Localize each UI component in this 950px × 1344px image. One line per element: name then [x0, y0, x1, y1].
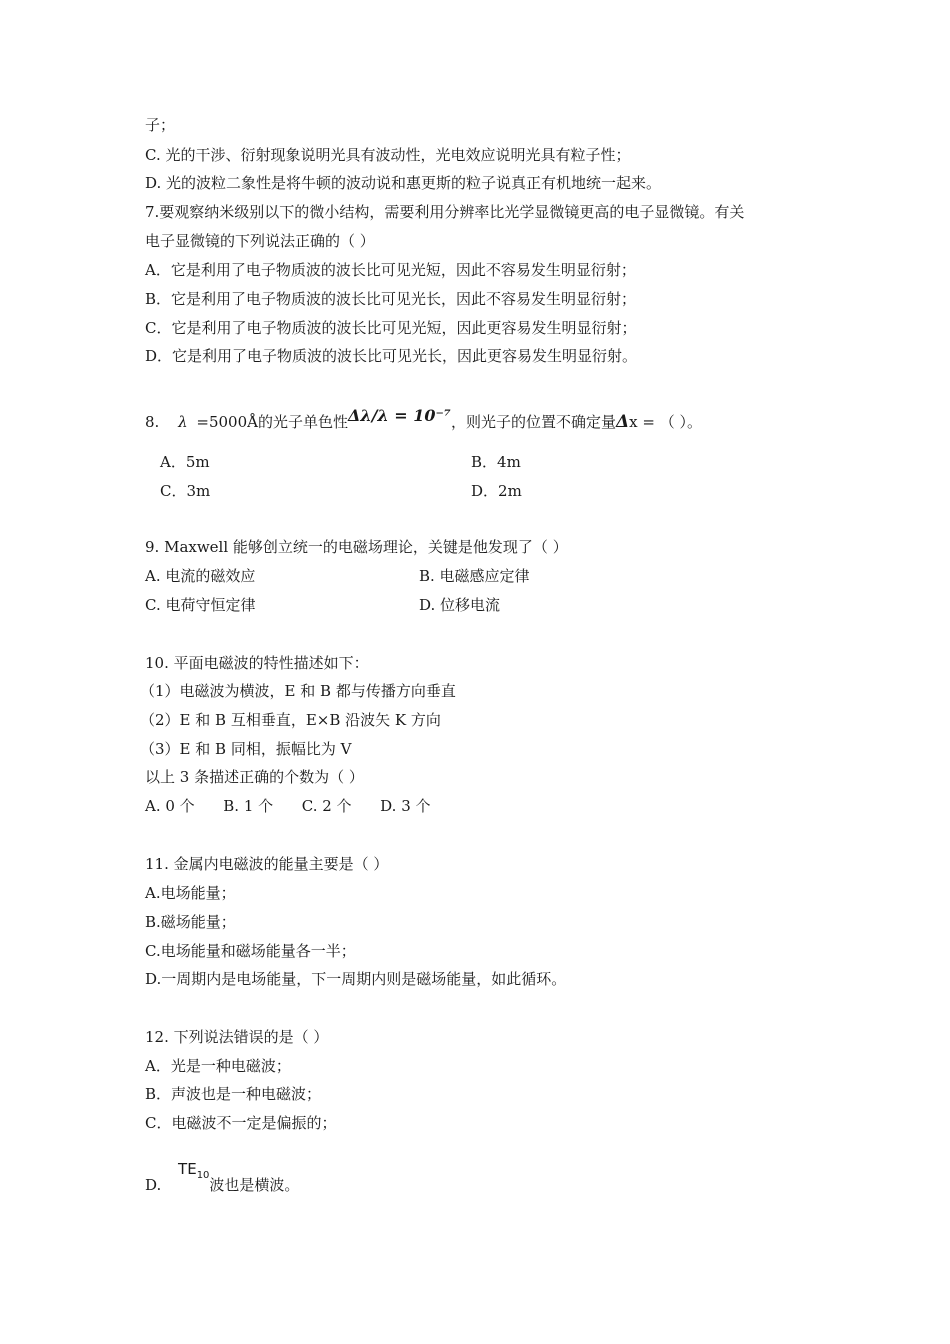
q11-stem: 11. 金属内电磁波的能量主要是（ ）	[145, 855, 389, 873]
q8-option-c: C．3m	[160, 482, 211, 500]
q12-stem: 12. 下列说法错误的是（ ）	[145, 1028, 329, 1046]
q10-stem: 10. 平面电磁波的特性描述如下：	[145, 654, 369, 672]
q8-option-d: D．2m	[471, 482, 522, 500]
q10-statement-2: （2）E 和 B 互相垂直，E×B 沿波矢 K 方向	[140, 711, 441, 729]
monochromaticity-formula: Δλ/λ = 10⁻⁷	[347, 406, 451, 425]
q10-statement-3: （3）E 和 B 同相，振幅比为 V	[140, 740, 352, 758]
q8-option-b: B．4m	[471, 453, 521, 471]
delta-symbol: Δ	[615, 412, 630, 432]
q10-choices: A. 0 个 B. 1 个 C. 2 个 D. 3 个	[145, 797, 431, 815]
q8-text-tail: ，则光子的位置不确定量	[450, 413, 616, 431]
q11-option-a: A.电场能量；	[145, 884, 236, 902]
q8-text-end: x = （ ）。	[629, 413, 703, 431]
q7-stem-line1: 7.要观察纳米级别以下的微小结构，需要利用分辨率比光学显微镜更高的电子显微镜。有关	[145, 203, 745, 221]
q8-stem	[145, 406, 703, 432]
q12-option-c: C．电磁波不一定是偏振的；	[145, 1114, 337, 1132]
option-d: D. 光的波粒二象性是将牛顿的波动说和惠更斯的粒子说真正有机地统一起来。	[145, 174, 662, 192]
q7-option-c: C．它是利用了电子物质波的波长比可见光短，因此更容易发生明显衍射；	[145, 319, 637, 337]
q12-option-d	[145, 1160, 300, 1202]
q9-option-c: C. 电荷守恒定律	[145, 596, 256, 614]
q7-stem-line2: 电子显微镜的下列说法正确的（ ）	[145, 232, 375, 250]
q10-question: 以上 3 条描述正确的个数为（ ）	[145, 768, 364, 786]
q9-stem: 9. Maxwell 能够创立统一的电磁场理论，关键是他发现了（ ）	[145, 538, 568, 556]
q7-option-d: D．它是利用了电子物质波的波长比可见光长，因此更容易发生明显衍射。	[145, 347, 638, 365]
q11-option-d: D.一周期内是电场能量，下一周期内则是磁场能量，如此循环。	[145, 970, 567, 988]
q9-option-d: D. 位移电流	[419, 596, 501, 614]
q7-option-a: A．它是利用了电子物质波的波长比可见光短，因此不容易发生明显衍射；	[145, 261, 636, 279]
q12-option-b: B．声波也是一种电磁波；	[145, 1085, 322, 1103]
text-line: 子；	[145, 116, 176, 134]
q11-option-b: B.磁场能量；	[145, 913, 236, 931]
option-c: C. 光的干涉、衍射现象说明光具有波动性，光电效应说明光具有粒子性；	[145, 146, 631, 164]
q8-number: 8.	[145, 413, 160, 431]
te-subscript: 10	[196, 1170, 210, 1181]
lambda-symbol: λ	[178, 413, 188, 431]
q12-d-text: 波也是横波。	[209, 1176, 300, 1194]
q10-statement-1: （1）电磁波为横波，E 和 B 都与传播方向垂直	[140, 682, 456, 700]
wavelength-value: =5000Å	[196, 413, 258, 431]
q9-option-a: A. 电流的磁效应	[145, 567, 256, 585]
q12-option-a: A．光是一种电磁波；	[145, 1057, 291, 1075]
te-label: TE	[178, 1160, 197, 1178]
q9-option-b: B. 电磁感应定律	[419, 567, 530, 585]
te10-mode	[178, 1160, 210, 1181]
q8-option-a: A．5m	[160, 453, 210, 471]
q11-option-c: C.电场能量和磁场能量各一半；	[145, 942, 356, 960]
q7-option-b: B．它是利用了电子物质波的波长比可见光长，因此不容易发生明显衍射；	[145, 290, 637, 308]
q12-d-label: D.	[145, 1176, 162, 1194]
q8-text: 的光子单色性	[257, 413, 348, 431]
